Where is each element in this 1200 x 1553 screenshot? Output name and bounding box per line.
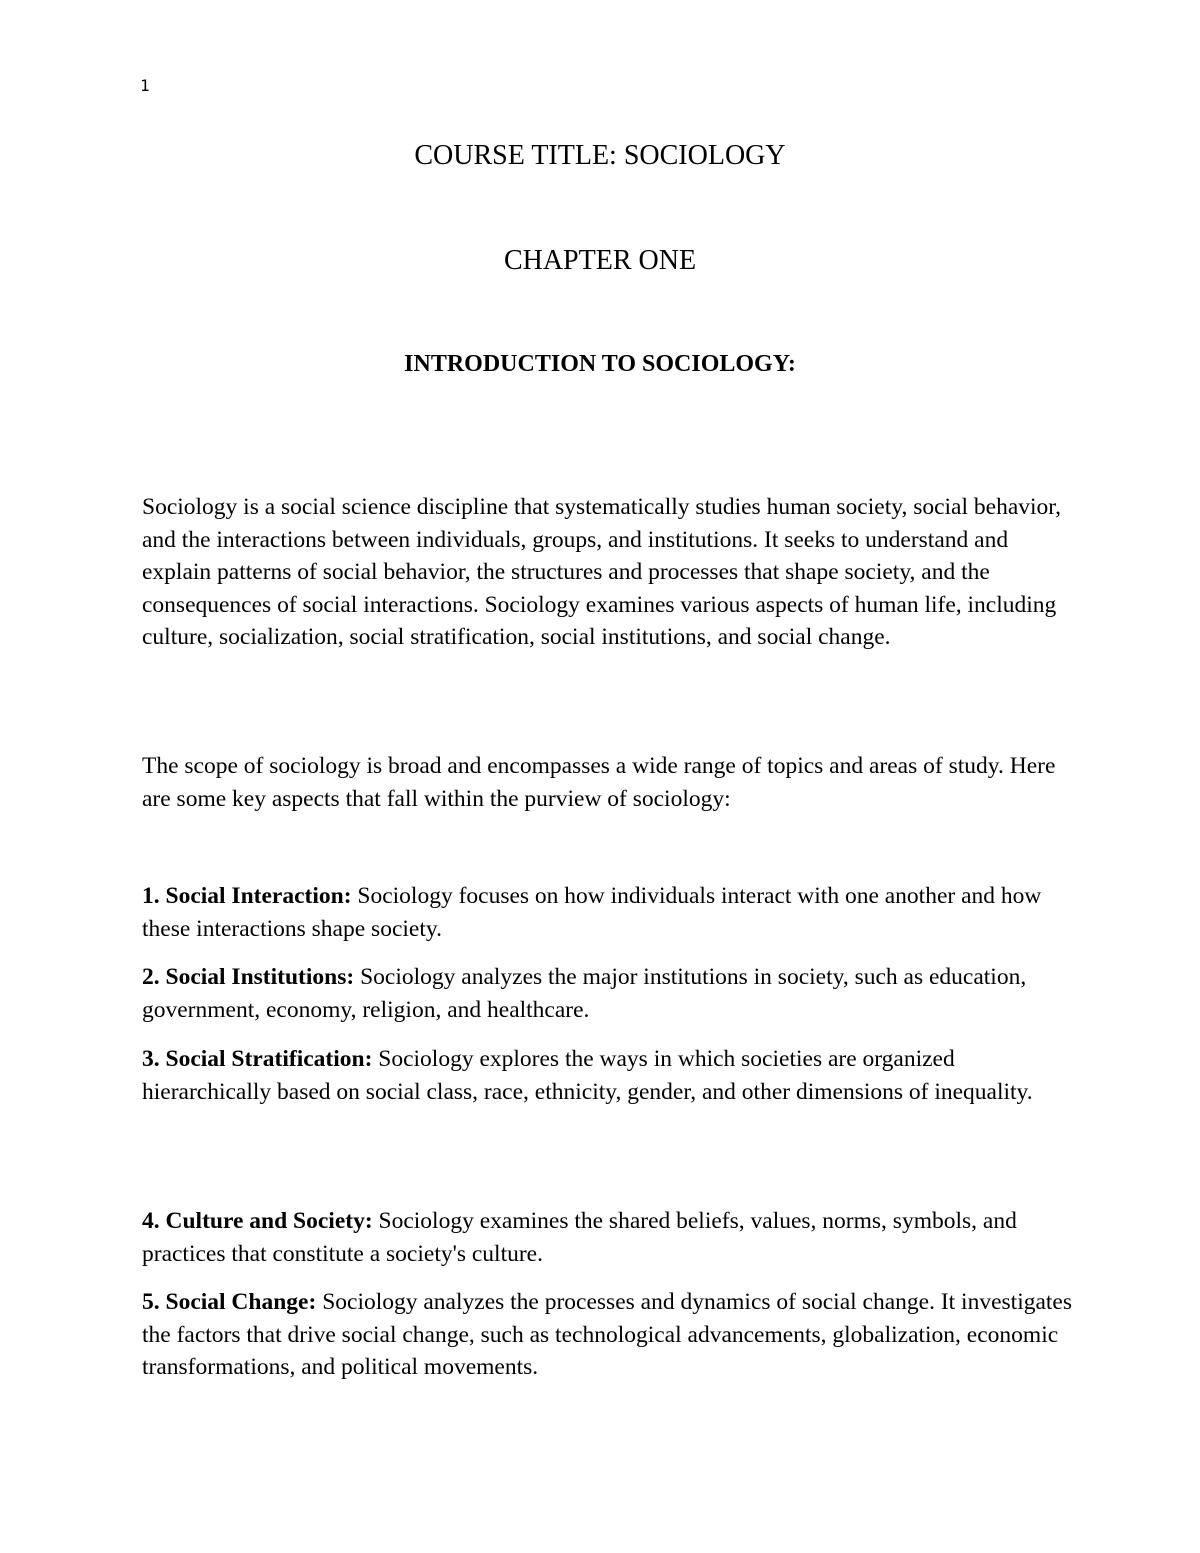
list-item-lead: 2. Social Institutions: <box>142 964 355 990</box>
list-item-text: Sociology analyzes the major institutions in society, such as education, government, economy, religion, and healthcare. <box>142 964 1027 1023</box>
list-item <box>142 1205 1072 1270</box>
list-item-text: Sociology focuses on how individuals interact with one another and how these interactions shape society. <box>142 883 1042 942</box>
list-item-text: Sociology analyzes the processes and dynamics of social change. It investigates the factors that drive social change, such as technological advancements, globalization, economic transformations, and political movements. <box>142 1289 1073 1381</box>
list-item <box>142 961 1072 1026</box>
section-heading: INTRODUCTION TO SOCIOLOGY: <box>404 351 796 377</box>
list-item-text: Sociology examines the shared beliefs, values, norms, symbols, and practices that constitute a society's culture. <box>142 1208 1017 1267</box>
chapter-heading: CHAPTER ONE <box>503 245 697 276</box>
list-item-lead: 1. Social Interaction: <box>142 883 352 909</box>
list-item-lead: 5. Social Change: <box>142 1289 317 1315</box>
intro-paragraph: Sociology is a social science discipline that systematically studies human society, social behavior, and the interactions between individuals, groups, and institutions. It seeks to understand and explain patterns of social behavior, the structures and processes that shape society, and the consequences of social interactions. Sociology examines various aspects of human life, including culture, socialization, social stratification, social institutions, and social change. <box>142 494 1062 651</box>
list-item-lead: 3. Social Stratification: <box>142 1046 373 1072</box>
page-number: 1 <box>140 76 150 95</box>
list-item-lead: 4. Culture and Society: <box>142 1208 373 1234</box>
list-item-text: Sociology explores the ways in which societies are organized hierarchically based on social class, race, ethnicity, gender, and other dimensions of inequality. <box>142 1046 1033 1105</box>
list-item <box>142 1286 1072 1384</box>
course-title: COURSE TITLE: SOCIOLOGY <box>414 140 786 171</box>
list-item <box>142 1043 1072 1108</box>
scope-paragraph: The scope of sociology is broad and encompasses a wide range of topics and areas of study. Here are some key aspects that fall within the purview of sociology: <box>142 753 1056 812</box>
list-item <box>142 880 1072 945</box>
